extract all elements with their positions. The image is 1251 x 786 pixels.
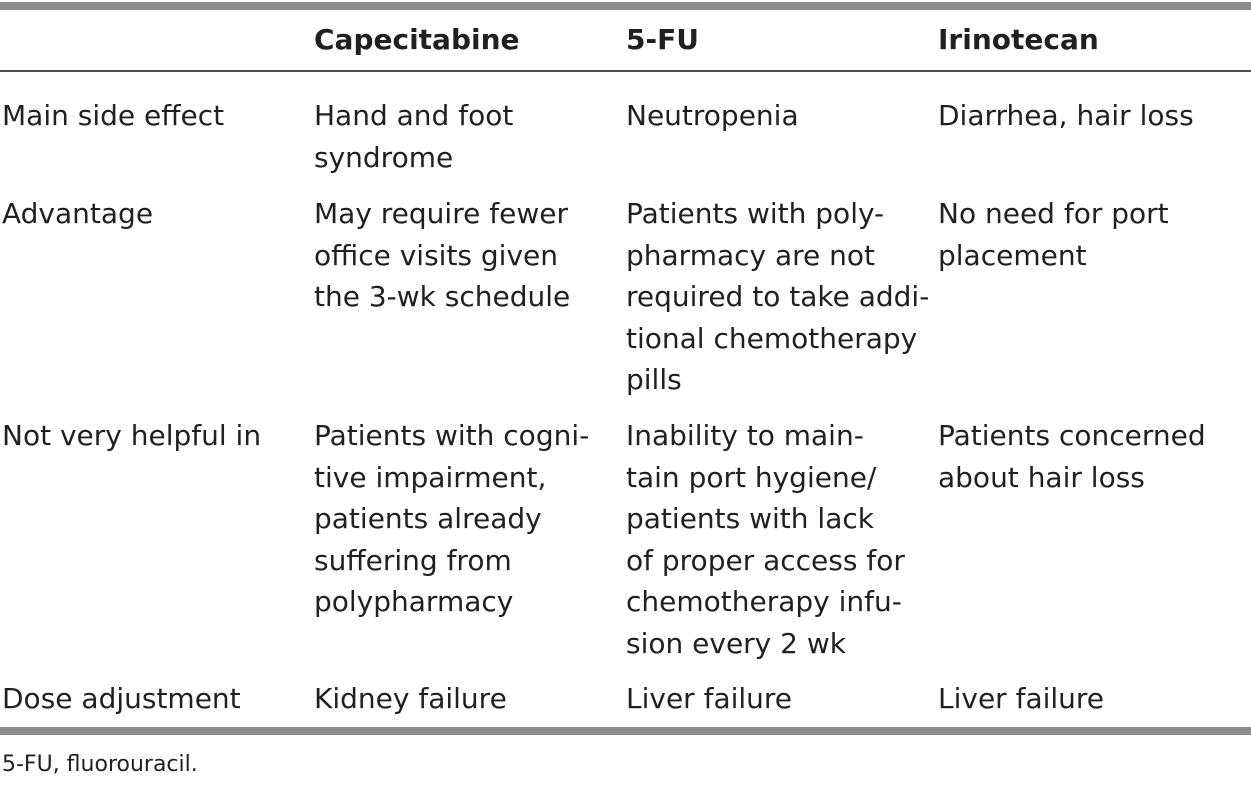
table-cell: Patients with cogni- tive impairment, patients already suffering from polypharmacy (314, 419, 590, 618)
table-cell: Inability to main- tain port hygiene/ patients with lack of proper access for chemotherapy infu- sion every 2 wk (626, 419, 905, 660)
row-label-advantage: Advantage (2, 197, 154, 230)
table-cell: Patients concerned about hair loss (938, 419, 1206, 494)
header-cell-5fu: 5-FU (626, 23, 699, 56)
table-cell: Patients with poly- pharmacy are not required to take addi- tional chemotherapy pills (626, 197, 930, 396)
table-cell: Liver failure (626, 682, 793, 715)
table-cell: Kidney failure (314, 682, 507, 715)
table-top-rule (0, 2, 1251, 10)
table-cell: Diarrhea, hair loss (938, 99, 1194, 132)
row-label-main-side-effect: Main side effect (2, 99, 225, 132)
table-bottom-rule (0, 727, 1251, 735)
table-cell: Neutropenia (626, 99, 799, 132)
table-cell: Liver failure (938, 682, 1105, 715)
table-footnote: 5-FU, fluorouracil. (2, 752, 198, 777)
table-cell: Hand and foot syndrome (314, 99, 514, 174)
row-label-dose-adjustment: Dose adjustment (2, 682, 241, 715)
header-bottom-rule (0, 70, 1251, 72)
table-cell: May require fewer office visits given the 3-wk schedule (314, 197, 571, 313)
table-cell: No need for port placement (938, 197, 1169, 272)
header-cell-capecitabine: Capecitabine (314, 23, 520, 56)
header-cell-irinotecan: Irinotecan (938, 23, 1099, 56)
row-label-not-very-helpful-in: Not very helpful in (2, 419, 262, 452)
